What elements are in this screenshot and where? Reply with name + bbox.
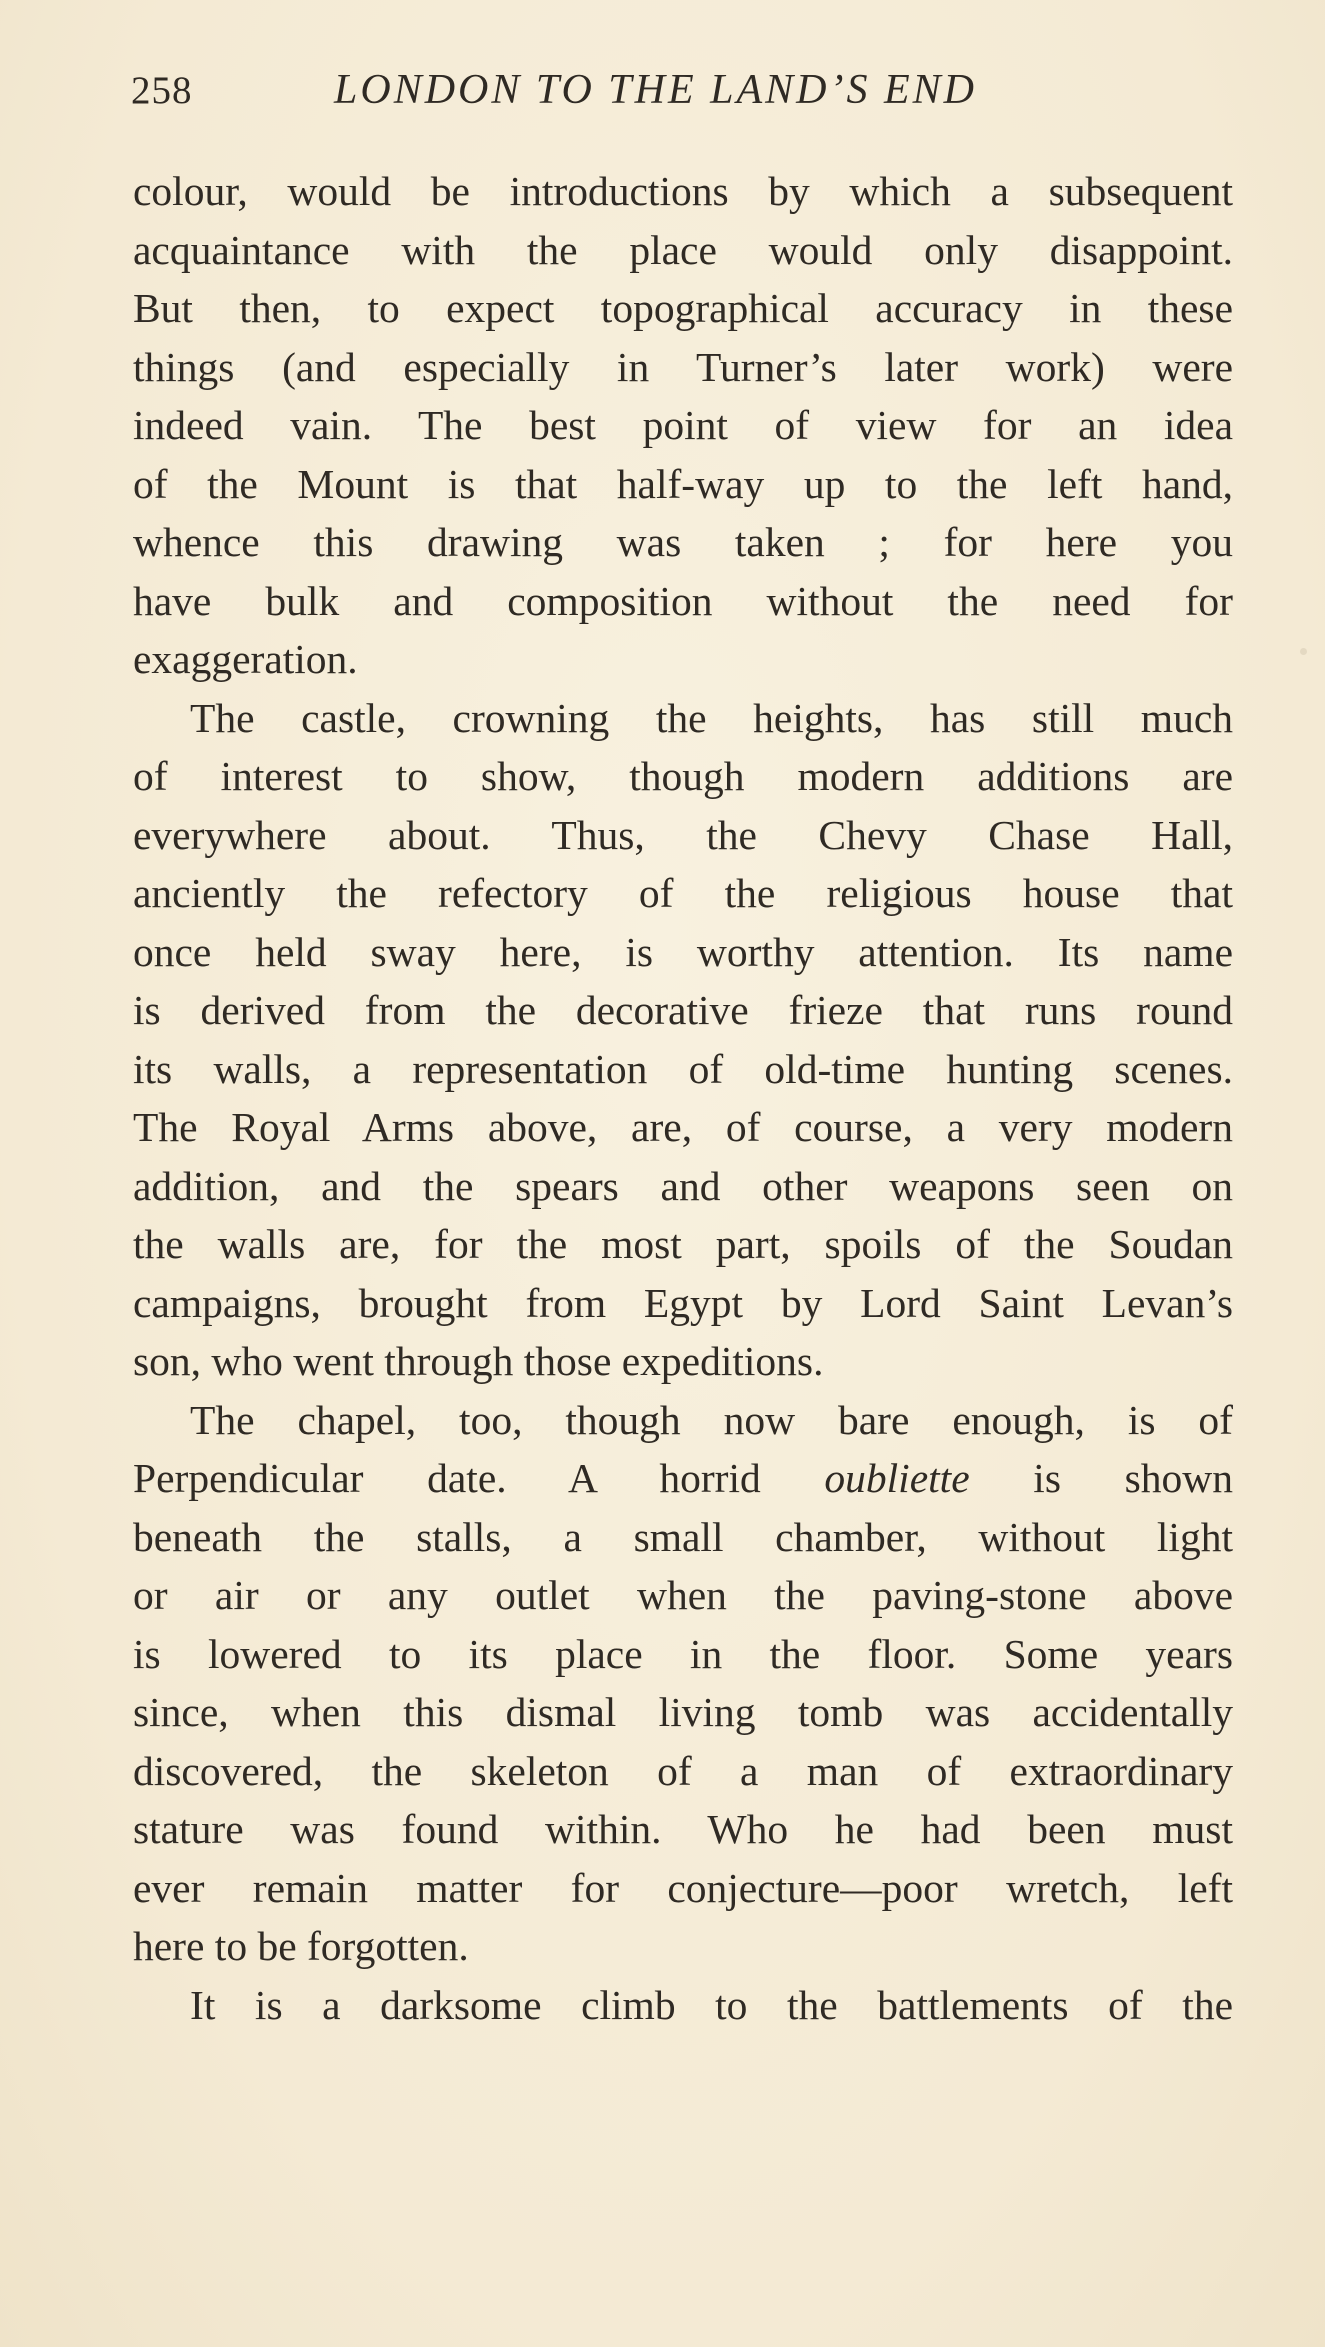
text-run: is shown: [969, 1455, 1233, 1501]
body-text: [133, 162, 1233, 2034]
text-line: since, when this dismal living tomb was accidentally: [133, 1689, 1233, 1735]
text-line: of interest to show, though modern additions are: [133, 753, 1233, 799]
paragraph-first-line: The castle, crowning the heights, has still much: [190, 694, 1233, 741]
text-line: whence this drawing was taken ; for here you: [133, 519, 1233, 565]
page-header: [131, 66, 1231, 126]
text-line-with-italic: [133, 1449, 1233, 1508]
paragraph-first-line: The chapel, too, though now bare enough, is of: [190, 1396, 1233, 1443]
text-line: the walls are, for the most part, spoils of the Soudan: [133, 1221, 1233, 1267]
text-line: here to be forgotten.: [133, 1923, 469, 1969]
text-line: addition, and the spears and other weapons seen on: [133, 1162, 1233, 1209]
text-line: indeed vain. The best point of view for an idea: [133, 402, 1233, 448]
text-line: acquaintance with the place would only disappoint.: [133, 226, 1233, 273]
text-line: things (and especially in Turner’s later work) were: [133, 343, 1233, 390]
text-line: of the Mount is that half-way up to the left hand,: [133, 460, 1233, 507]
text-line: beneath the stalls, a small chamber, without light: [133, 1513, 1233, 1560]
text-line: son, who went through those expeditions.: [133, 1338, 824, 1384]
running-head: LONDON TO THE LAND’S END: [334, 67, 977, 113]
text-line: stature was found within. Who he had been must: [133, 1806, 1233, 1852]
paragraph-first-line: It is a darksome climb to the battlements of the: [190, 1981, 1233, 2028]
text-line: once held sway here, is worthy attention. Its name: [133, 928, 1233, 975]
text-run: Perpendicular date. A horrid: [133, 1455, 825, 1501]
text-line: everywhere about. Thus, the Chevy Chase Hall,: [133, 811, 1233, 858]
page-number: 258: [131, 69, 193, 112]
text-line: anciently the refectory of the religious house that: [133, 870, 1233, 916]
text-line: discovered, the skeleton of a man of extraordinary: [133, 1747, 1233, 1794]
text-line: exaggeration.: [133, 636, 358, 682]
text-line: campaigns, brought from Egypt by Lord Saint Levan’s: [133, 1279, 1233, 1326]
text-line: ever remain matter for conjecture—poor wretch, left: [133, 1864, 1233, 1911]
text-line: But then, to expect topographical accuracy in these: [133, 285, 1233, 331]
text-line: The Royal Arms above, are, of course, a very modern: [133, 1104, 1233, 1150]
text-line: is lowered to its place in the floor. Some years: [133, 1630, 1233, 1677]
text-line: have bulk and composition without the need for: [133, 577, 1233, 624]
text-line: colour, would be introductions by which a subsequent: [133, 168, 1233, 214]
text-line: or air or any outlet when the paving-stone above: [133, 1572, 1233, 1618]
italic-term: oubliette: [824, 1455, 970, 1501]
text-line: is derived from the decorative frieze that runs round: [133, 987, 1233, 1033]
paper-speck: [1300, 648, 1307, 655]
text-line: its walls, a representation of old-time hunting scenes.: [133, 1045, 1233, 1092]
